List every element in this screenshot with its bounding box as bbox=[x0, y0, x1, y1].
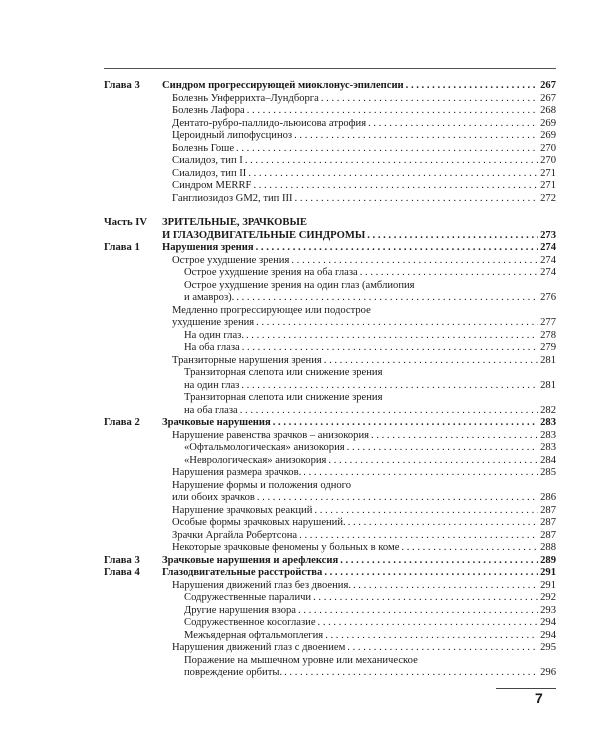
toc-leader-dots bbox=[256, 242, 539, 255]
toc-row bbox=[104, 567, 556, 580]
toc-row bbox=[104, 118, 556, 131]
toc-entry bbox=[162, 230, 556, 243]
toc-row bbox=[104, 517, 556, 530]
toc-page: 270 bbox=[540, 155, 556, 166]
toc-page: 273 bbox=[540, 229, 556, 241]
toc-entry bbox=[162, 530, 556, 543]
toc-row bbox=[104, 605, 556, 618]
toc-page: 283 bbox=[540, 417, 556, 428]
toc-leader-dots bbox=[324, 355, 538, 368]
toc-label: Глава 4 bbox=[104, 567, 140, 578]
toc-entry bbox=[162, 355, 556, 368]
toc-leader-dots bbox=[303, 467, 538, 480]
toc-row bbox=[104, 230, 556, 243]
toc-title: «Неврологическая» анизокория bbox=[184, 454, 327, 466]
toc-leader-dots bbox=[371, 430, 538, 443]
toc-label: Глава 2 bbox=[104, 417, 140, 428]
toc-entry bbox=[162, 492, 556, 505]
toc-page: 293 bbox=[540, 604, 556, 616]
toc-page: 276 bbox=[540, 292, 556, 303]
toc-row bbox=[104, 168, 556, 181]
toc-title: Транзиторная слепота или снижение зрения bbox=[184, 392, 383, 403]
toc-title: Транзиторная слепота или снижение зрения bbox=[184, 367, 383, 378]
toc-leader-dots bbox=[247, 105, 538, 118]
toc-row bbox=[104, 430, 556, 443]
toc-entry bbox=[162, 367, 556, 380]
toc-title: Нарушения движений глаз с двоением bbox=[172, 642, 346, 653]
toc-page: 269 bbox=[540, 117, 556, 129]
toc-entry bbox=[162, 130, 556, 143]
toc-title: Зрачковые нарушения bbox=[162, 417, 271, 428]
toc-entry bbox=[162, 80, 556, 93]
toc-leader-dots bbox=[291, 255, 538, 268]
toc-row bbox=[104, 642, 556, 655]
toc-leader-dots bbox=[367, 230, 538, 243]
toc-entry bbox=[162, 605, 556, 618]
toc-title: Болезнь Гоше bbox=[172, 142, 235, 154]
toc-title: Болезнь Лафора bbox=[172, 105, 245, 116]
toc-row bbox=[104, 317, 556, 330]
toc-title: Синдром прогрессирующей миоклонус-эпилепсии bbox=[162, 80, 404, 91]
toc-entry bbox=[162, 555, 556, 568]
toc-leader-dots bbox=[284, 667, 538, 680]
toc-entry bbox=[162, 505, 556, 518]
toc-title: Глазодвигательные расстройства bbox=[162, 567, 323, 578]
toc-leader-dots bbox=[401, 542, 538, 555]
toc-entry bbox=[162, 168, 556, 181]
toc-leader-dots bbox=[253, 180, 538, 193]
toc-entry bbox=[162, 380, 556, 393]
toc-page: 291 bbox=[540, 567, 556, 578]
toc-row bbox=[104, 405, 556, 418]
toc-title: ухудшение зрения bbox=[172, 317, 255, 328]
toc-label: Глава 3 bbox=[104, 80, 140, 91]
toc-entry bbox=[162, 217, 556, 230]
toc-row bbox=[104, 667, 556, 680]
toc-title: Межъядерная офтальмоплегия bbox=[184, 629, 324, 641]
toc-entry bbox=[162, 193, 556, 206]
toc-row bbox=[104, 367, 556, 380]
toc-title: Сиалидоз, тип I bbox=[172, 155, 243, 166]
toc-page: 281 bbox=[540, 354, 556, 366]
toc-row bbox=[104, 542, 556, 555]
toc-page: 283 bbox=[540, 429, 556, 441]
toc-entry bbox=[162, 180, 556, 193]
toc-title: Болезнь Унферрихта–Лундборга bbox=[172, 92, 319, 104]
toc-page: 287 bbox=[540, 529, 556, 541]
toc-page: 268 bbox=[540, 105, 556, 116]
toc-entry bbox=[162, 617, 556, 630]
toc-entry bbox=[162, 442, 556, 455]
toc-leader-dots bbox=[360, 267, 538, 280]
toc-title: повреждение орбиты. bbox=[184, 667, 283, 678]
toc-title: Особые формы зрачковых нарушений. bbox=[172, 517, 346, 528]
toc-title: Дентато-рубро-паллидо-льюисова атрофия bbox=[172, 117, 367, 129]
toc-page: 267 bbox=[540, 80, 556, 91]
toc-title: Нарушение равенства зрачков – анизокория bbox=[172, 429, 370, 441]
toc-page: 283 bbox=[540, 442, 556, 453]
toc-row bbox=[104, 655, 556, 668]
toc-page: 271 bbox=[540, 180, 556, 191]
toc-page: 286 bbox=[540, 492, 556, 503]
toc-row bbox=[104, 242, 556, 255]
toc-row bbox=[104, 580, 556, 593]
toc-page: 285 bbox=[540, 467, 556, 478]
toc-title: на один глаз bbox=[184, 379, 240, 391]
toc-row bbox=[104, 617, 556, 630]
toc-title: На оба глаза bbox=[184, 342, 240, 353]
toc-entry bbox=[162, 305, 556, 318]
toc-page: 292 bbox=[540, 592, 556, 603]
toc-entry bbox=[162, 417, 556, 430]
toc-entry bbox=[162, 567, 556, 580]
toc-entry bbox=[162, 392, 556, 405]
toc-page: 282 bbox=[540, 404, 556, 416]
toc-row bbox=[104, 392, 556, 405]
toc-page: 294 bbox=[540, 617, 556, 628]
toc-entry bbox=[162, 155, 556, 168]
toc-row bbox=[104, 292, 556, 305]
toc-leader-dots bbox=[273, 417, 538, 430]
toc-entry bbox=[162, 280, 556, 293]
toc-row bbox=[104, 592, 556, 605]
toc-row bbox=[104, 155, 556, 168]
toc-row bbox=[104, 342, 556, 355]
toc-entry bbox=[162, 143, 556, 156]
toc-leader-dots bbox=[242, 342, 538, 355]
toc-title: Нарушения зрения bbox=[162, 242, 254, 253]
toc-row bbox=[104, 93, 556, 106]
toc-page: 279 bbox=[540, 342, 556, 353]
page-number: 7 bbox=[535, 690, 543, 706]
toc-title: Зрачки Аргайла Робертсона bbox=[172, 529, 298, 541]
toc-row bbox=[104, 442, 556, 455]
toc-page: 270 bbox=[540, 142, 556, 154]
toc-entry bbox=[162, 630, 556, 643]
toc-entry bbox=[162, 118, 556, 131]
toc-leader-dots bbox=[245, 155, 538, 168]
toc-entry bbox=[162, 292, 556, 305]
toc-entry bbox=[162, 242, 556, 255]
toc-leader-dots bbox=[347, 642, 538, 655]
toc-leader-dots bbox=[241, 380, 538, 393]
toc-row bbox=[104, 217, 556, 230]
toc-entry bbox=[162, 267, 556, 280]
toc-page: 287 bbox=[540, 504, 556, 516]
toc-entry bbox=[162, 542, 556, 555]
toc-leader-dots bbox=[294, 130, 538, 143]
toc-entry bbox=[162, 93, 556, 106]
toc-leader-dots bbox=[325, 630, 538, 643]
toc-page: 288 bbox=[540, 542, 556, 553]
toc-leader-dots bbox=[236, 143, 538, 156]
toc-leader-dots bbox=[348, 517, 538, 530]
toc-title: Острое ухудшение зрения на один глаз (амблиопия bbox=[184, 279, 415, 291]
toc-page: 296 bbox=[540, 667, 556, 678]
toc-title: Цероидный липофусциноз bbox=[172, 130, 293, 141]
toc-leader-dots bbox=[257, 492, 538, 505]
toc-title: Некоторые зрачковые феномены у больных в коме bbox=[172, 542, 400, 553]
toc-title: Синдром MERRF bbox=[172, 180, 252, 191]
toc-leader-dots bbox=[406, 80, 538, 93]
toc-leader-dots bbox=[240, 405, 538, 418]
toc-entry bbox=[162, 655, 556, 668]
toc-entry bbox=[162, 405, 556, 418]
toc-entry bbox=[162, 642, 556, 655]
toc-row bbox=[104, 255, 556, 268]
toc-title: Нарушения размера зрачков. bbox=[172, 467, 302, 478]
toc-leader-dots bbox=[236, 292, 538, 305]
toc-title: Острое ухудшение зрения на оба глаза bbox=[184, 267, 358, 278]
toc-title: Сиалидоз, тип II bbox=[172, 167, 247, 179]
toc-row bbox=[104, 280, 556, 293]
toc-row bbox=[104, 130, 556, 143]
toc-page: 272 bbox=[540, 192, 556, 204]
toc-row bbox=[104, 505, 556, 518]
toc-leader-dots bbox=[295, 193, 539, 206]
toc-page: 295 bbox=[540, 642, 556, 653]
toc-title: ЗРИТЕЛЬНЫЕ, ЗРАЧКОВЫЕ bbox=[162, 217, 307, 228]
toc-title: Поражение на мышечном уровне или механическое bbox=[184, 654, 418, 666]
toc-page: 287 bbox=[540, 517, 556, 528]
toc-leader-dots bbox=[248, 168, 538, 181]
toc-row bbox=[104, 193, 556, 206]
toc-title: «Офтальмологическая» анизокория bbox=[184, 442, 345, 453]
toc-entry bbox=[162, 667, 556, 680]
toc-title: Нарушения движений глаз без двоения. bbox=[172, 579, 351, 591]
toc-leader-dots bbox=[368, 118, 538, 131]
toc-page: 294 bbox=[540, 629, 556, 641]
toc-label: Глава 3 bbox=[104, 554, 140, 566]
toc-entry bbox=[162, 430, 556, 443]
toc-leader-dots bbox=[256, 317, 538, 330]
toc-title: на оба глаза bbox=[184, 404, 238, 416]
toc-row bbox=[104, 480, 556, 493]
toc-page: 289 bbox=[540, 554, 556, 566]
toc-title: или обоих зрачков bbox=[172, 492, 255, 503]
toc-page: 274 bbox=[540, 267, 556, 278]
top-rule bbox=[104, 68, 556, 69]
toc-title: Содружественные параличи bbox=[184, 592, 312, 603]
toc-row bbox=[104, 530, 556, 543]
toc-row bbox=[104, 267, 556, 280]
toc-page: 274 bbox=[540, 242, 556, 253]
toc-row bbox=[104, 105, 556, 118]
toc-page: 277 bbox=[540, 317, 556, 328]
toc-row bbox=[104, 380, 556, 393]
toc-title: На один глаз. bbox=[184, 329, 244, 341]
toc-row bbox=[104, 467, 556, 480]
toc-leader-dots bbox=[313, 592, 538, 605]
toc-title: Ганглиозидоз GM2, тип III bbox=[172, 192, 293, 204]
toc-leader-dots bbox=[328, 455, 538, 468]
toc-title: и амавроз). bbox=[184, 292, 235, 303]
toc-page: 271 bbox=[540, 167, 556, 179]
toc-page: 269 bbox=[540, 130, 556, 141]
toc-page: 274 bbox=[540, 254, 556, 266]
toc-row bbox=[104, 417, 556, 430]
toc-row bbox=[104, 492, 556, 505]
toc-leader-dots bbox=[298, 605, 538, 618]
toc-page: 281 bbox=[540, 379, 556, 391]
toc-row bbox=[104, 330, 556, 343]
toc-page: 278 bbox=[540, 329, 556, 341]
toc-entry bbox=[162, 455, 556, 468]
toc-label: Часть IV bbox=[104, 217, 148, 228]
toc-leader-dots bbox=[299, 530, 538, 543]
toc-page: 291 bbox=[540, 579, 556, 591]
toc-row bbox=[104, 180, 556, 193]
toc-entry bbox=[162, 330, 556, 343]
toc-leader-dots bbox=[314, 505, 538, 518]
toc-title: Другие нарушения взора bbox=[184, 604, 297, 616]
toc-title: И ГЛАЗОДВИГАТЕЛЬНЫЕ СИНДРОМЫ bbox=[162, 229, 366, 241]
footer-rule bbox=[496, 688, 556, 689]
toc-entry bbox=[162, 580, 556, 593]
toc-label: Глава 1 bbox=[104, 242, 140, 253]
toc-row bbox=[104, 80, 556, 93]
toc-entry bbox=[162, 592, 556, 605]
toc-title: Транзиторные нарушения зрения bbox=[172, 354, 322, 366]
toc-entry bbox=[162, 105, 556, 118]
toc-title: Нарушение зрачковых реакций bbox=[172, 504, 313, 516]
toc-title: Зрачковые нарушения и арефлексия bbox=[162, 554, 339, 566]
toc-page: 284 bbox=[540, 454, 556, 466]
toc-row bbox=[104, 305, 556, 318]
toc-row bbox=[104, 355, 556, 368]
toc-title: Нарушение формы и положения одного bbox=[172, 479, 352, 491]
toc-row bbox=[104, 630, 556, 643]
toc-entry bbox=[162, 317, 556, 330]
toc-leader-dots bbox=[353, 580, 538, 593]
toc-row bbox=[104, 143, 556, 156]
toc-leader-dots bbox=[321, 93, 538, 106]
toc-page: 267 bbox=[540, 92, 556, 104]
toc-leader-dots bbox=[340, 555, 538, 568]
toc-title: Содружественное косоглазие bbox=[184, 617, 316, 628]
toc-entry bbox=[162, 342, 556, 355]
toc-row bbox=[104, 455, 556, 468]
toc-entry bbox=[162, 467, 556, 480]
table-of-contents bbox=[104, 80, 556, 680]
toc-entry bbox=[162, 255, 556, 268]
toc-leader-dots bbox=[318, 617, 539, 630]
toc-entry bbox=[162, 517, 556, 530]
toc-title: Острое ухудшение зрения bbox=[172, 254, 290, 266]
toc-title: Медленно прогрессирующее или подострое bbox=[172, 304, 371, 316]
toc-leader-dots bbox=[246, 330, 538, 343]
toc-entry bbox=[162, 480, 556, 493]
toc-leader-dots bbox=[324, 567, 538, 580]
toc-row bbox=[104, 555, 556, 568]
toc-leader-dots bbox=[347, 442, 538, 455]
